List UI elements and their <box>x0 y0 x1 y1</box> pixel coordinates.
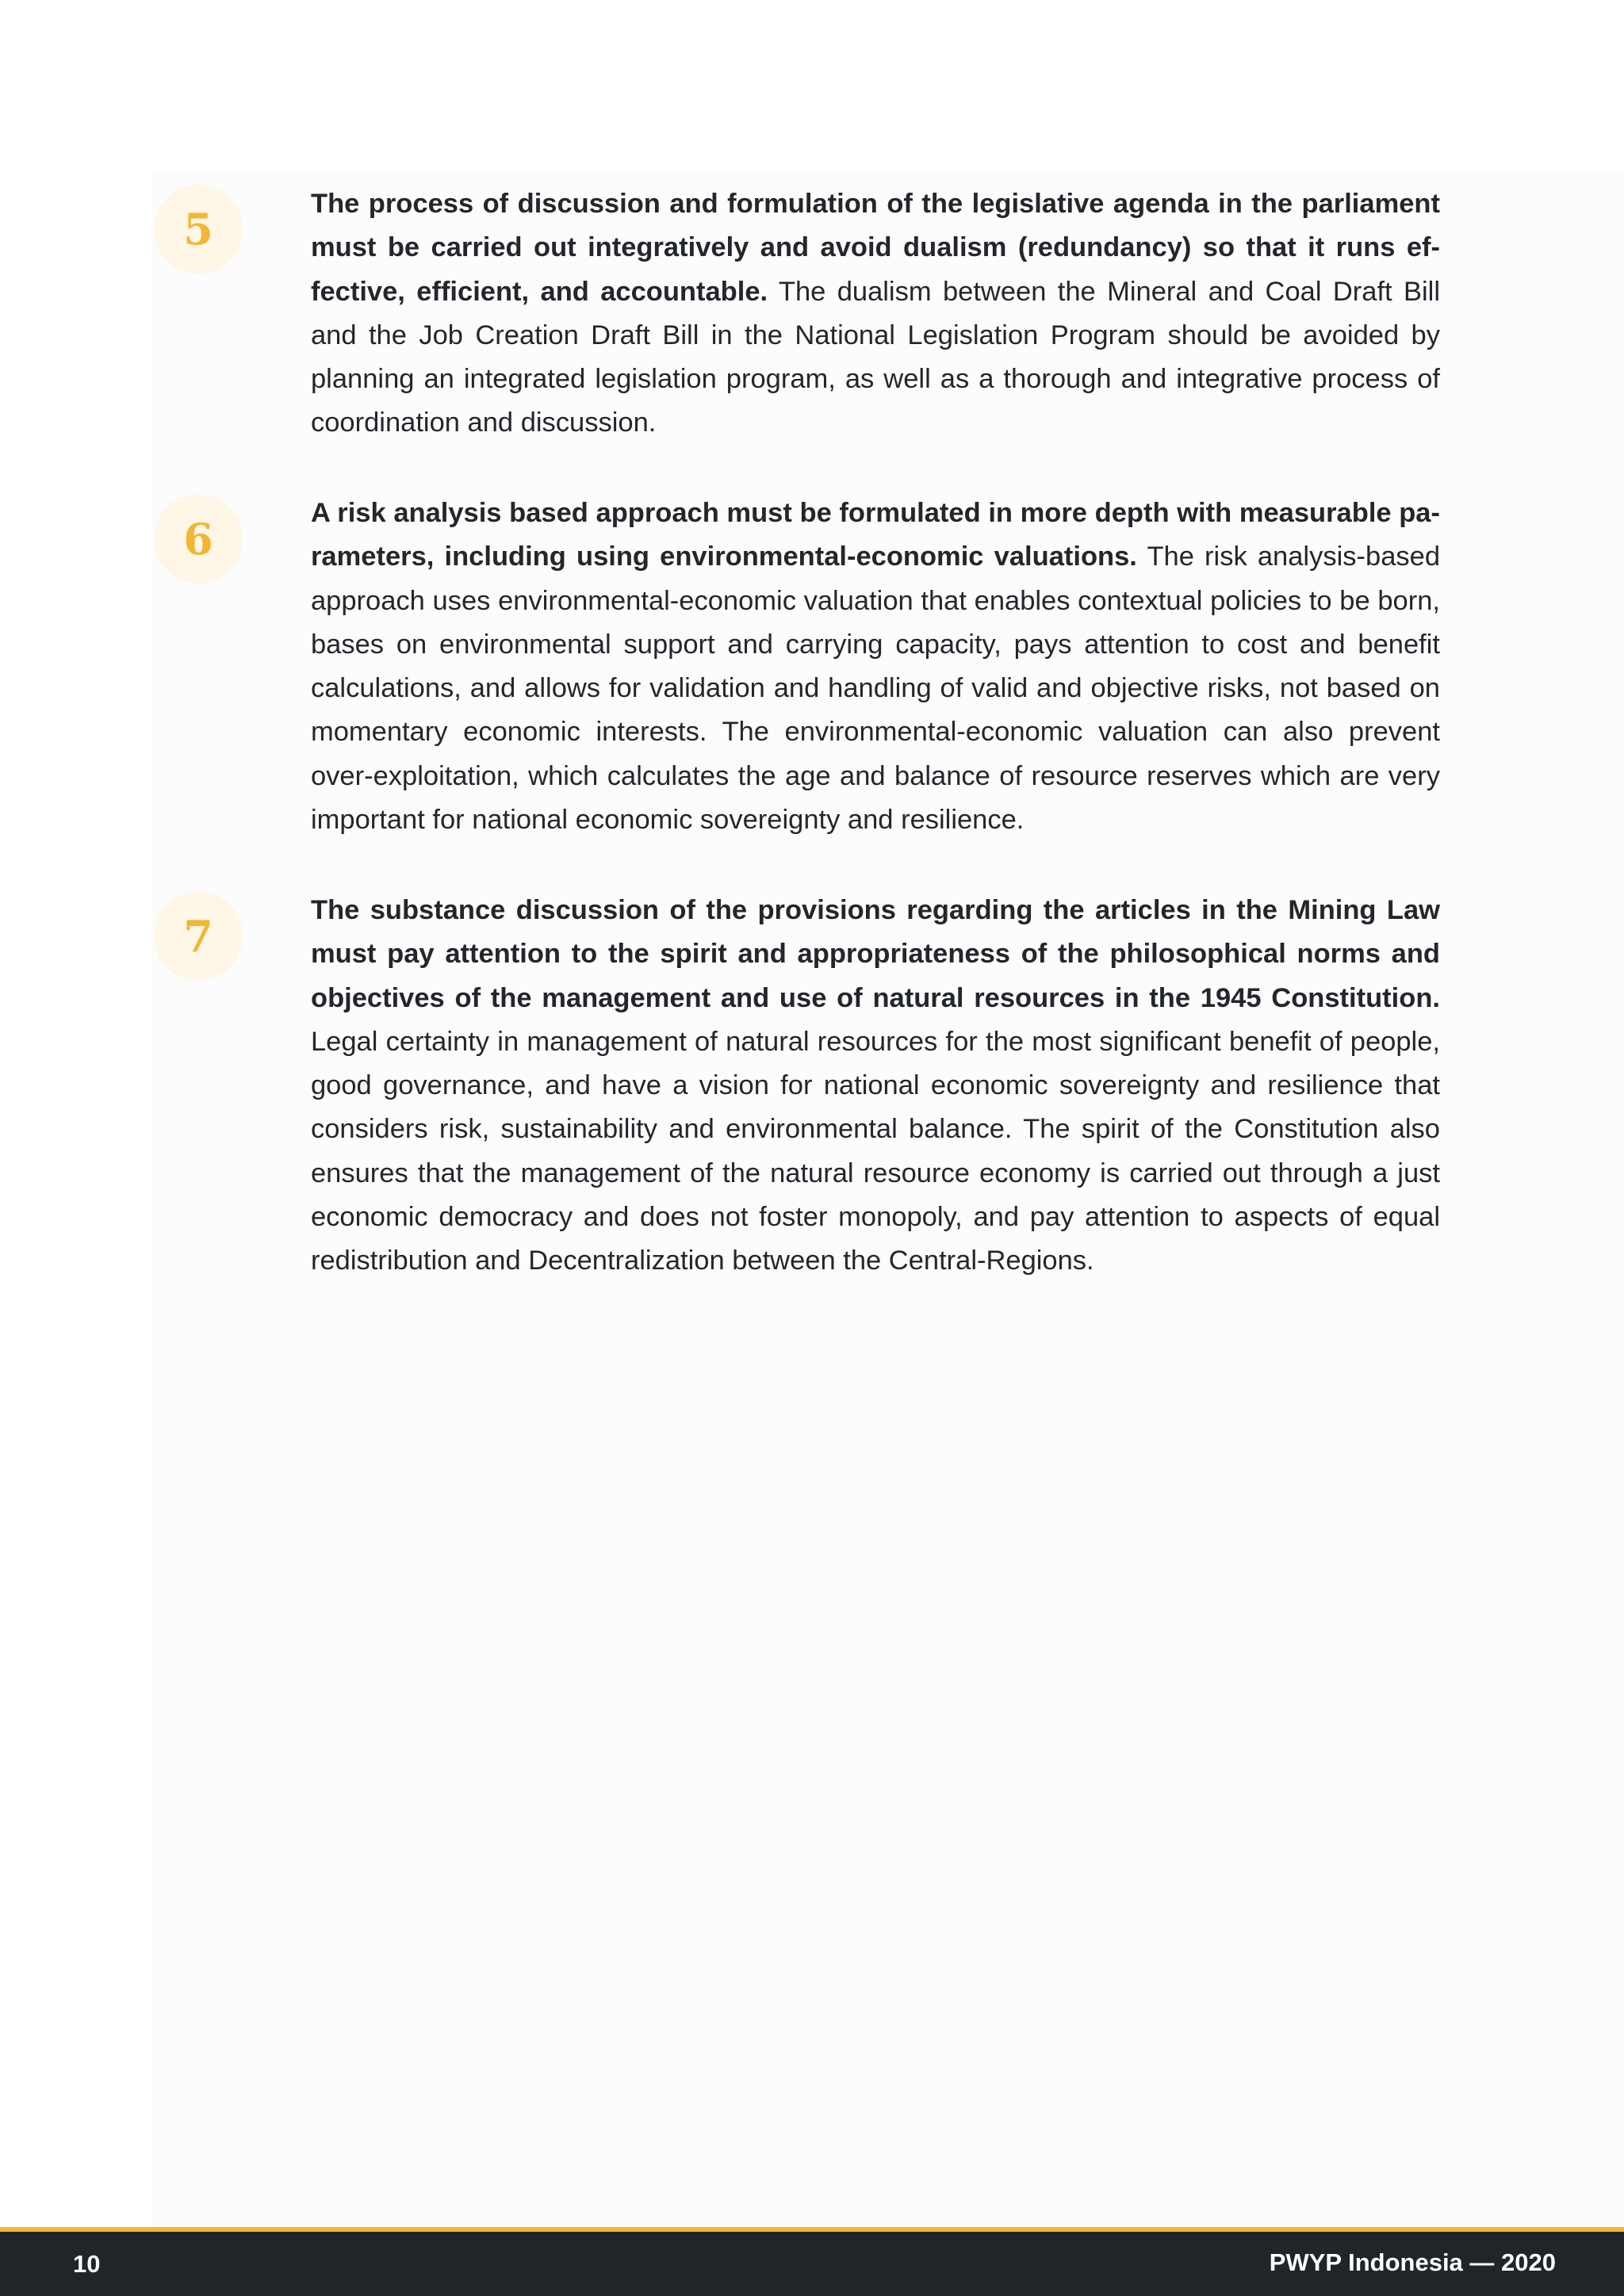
item-lead-statement: A risk analysis based approach must be formulated in more depth with measurable parameters, including using environmental-economic valuations. <box>311 498 1440 572</box>
item-lead-statement: The substance discussion of the provisions regarding the articles in the Mining Law must pay attention to the spirit and appropriateness of the philosophical norms and objectives of the management and use of natural resources in the 1945 Constitution. <box>311 895 1440 1013</box>
item-lead-statement: The process of discussion and formulation of the legislative agenda in the parliament must be carried out integratively and avoid dualism (redundancy) so that it runs effective, efficient, and accountable. <box>311 189 1440 307</box>
item-explanation: Legal certainty in management of natural resources for the most significant benefit of people, good governance, and have a vision for national economic sovereignty and resilience that considers risk, sustainability and environmental balance. The spirit of the Constitution also ensures that the management of the natural resource economy is carried out through a just economic democracy and does not foster monopoly, and pay attention to aspects of equal redistribution and Decentralization between the Central-Regions. <box>311 1026 1440 1276</box>
item-number-badge: 7 <box>154 892 243 981</box>
item-paragraph <box>311 889 1440 1284</box>
item-explanation: The dualism between the Mineral and Coal Draft Bill and the Job Creation Draft Bill in the National Legislation Program should be avoided by planning an integrated legislation program, as well as a thorough and integrative process of coordination and discussion. <box>311 276 1440 438</box>
item-explanation: The risk analysis-based approach uses environmental-economic valuation that enables contextual policies to be born, bases on environmental support and carrying capacity, pays attention to cost and benefit calculations, and allows for validation and handling of valid and objective risks, not based on momentary economic interests. The environmental-economic valuation can also prevent over-exploitation, which calculates the age and balance of resource reserves which are very important for national economic sovereignty and resilience. <box>311 541 1440 836</box>
page-number: 10 <box>73 2250 101 2278</box>
item-number-badge: 5 <box>154 185 243 274</box>
item-number-badge: 6 <box>154 495 243 584</box>
footer-publication-title: PWYP Indonesia — 2020 <box>1269 2248 1556 2276</box>
page-footer <box>0 2227 1624 2296</box>
item-paragraph <box>311 492 1440 842</box>
item-paragraph <box>311 182 1440 446</box>
